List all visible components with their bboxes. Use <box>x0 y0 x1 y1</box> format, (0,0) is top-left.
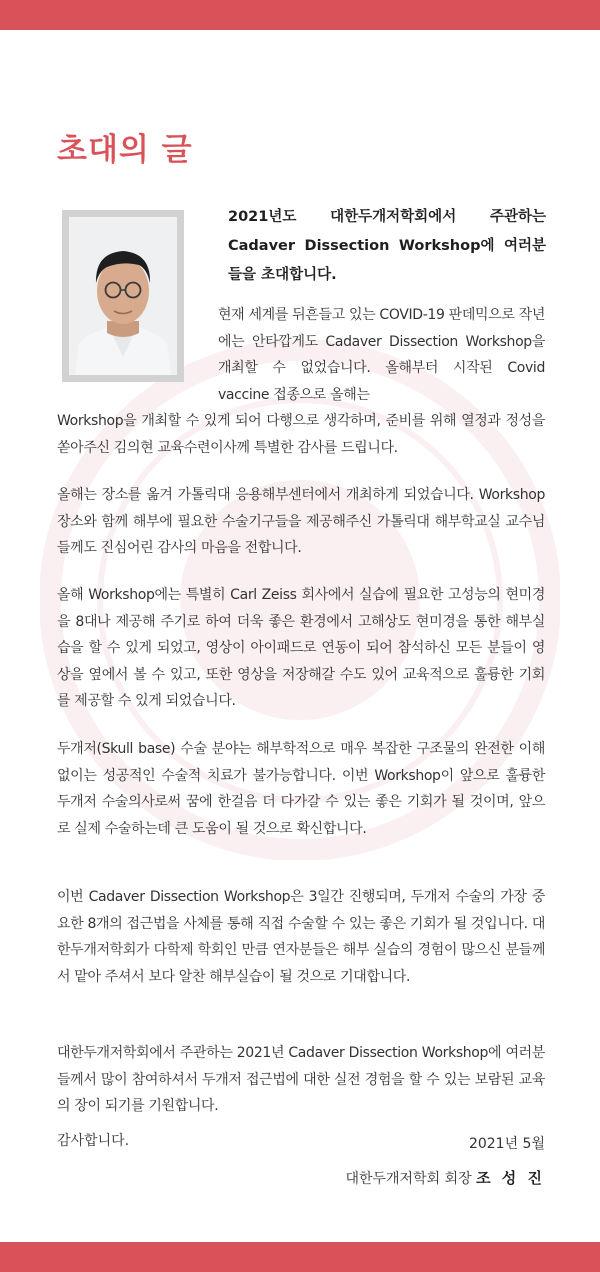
page-title: 초대의 글 <box>57 132 193 168</box>
paragraph-2: 올해는 장소를 옮겨 가톨릭대 응용해부센터에서 개최하게 되었습니다. Workshop 장소와 함께 해부에 필요한 수술기구들을 제공해주신 가톨릭대 해부학교실 교수님들께도 진심어린 감사의 마음을 전합니다. <box>57 487 545 556</box>
paragraph-3: 올해 Workshop에는 특별히 Carl Zeiss 회사에서 실습에 필요한 고성능의 현미경을 8대나 제공해 주기로 하여 더욱 좋은 환경에서 고해상도 현미경을 통한 해부실습을 할 수 있게 되었고, 영상이 아이패드로 연동이 되어 참석하신 모든 분들이 영상을 옆에서 볼 수 있고, 또한 영상을 저장해갈 수도 있어 교육적으로 훌륭한 기회를 제공할 수 있게 되었습니다. <box>57 587 545 709</box>
closing-text: 감사합니다. <box>57 1133 130 1149</box>
paragraph-1 <box>57 302 545 461</box>
paragraph-5: 이번 Cadaver Dissection Workshop은 3일간 진행되며, 두개저 수술의 가장 중요한 8개의 접근법을 사체를 통해 직접 수술할 수 있는 좋은 기회가 될 것입니다. 대한두개저학회가 다학제 학회인 만큼 연자분들은 해부 실습의 경험이 많으신 분들께서 맡아 주셔서 보다 알찬 해부실습이 될 것으로 기대합니다. <box>57 889 545 985</box>
signature <box>345 1167 545 1188</box>
paragraph-4: 두개저(Skull base) 수술 분야는 해부학적으로 매우 복잡한 구조물의 완전한 이해 없이는 성공적인 수술적 치료가 불가능합니다. 이번 Workshop이 앞으로 훌륭한 두개저 수술의사로써 꿈에 한걸음 더 다가갈 수 있는 좋은 기회가 될 것이며, 앞으로 실제 수술하는데 큰 도움이 될 것으로 확신합니다. <box>57 741 545 837</box>
signature-role: 대한두개저학회 회장 <box>345 1171 472 1187</box>
top-accent-bar <box>0 0 600 30</box>
paragraph-1-full: Workshop을 개최할 수 있게 되어 다행으로 생각하며, 준비를 위해 열정과 정성을 쏟아주신 김의현 교육수련이사께 특별한 감사를 드립니다. <box>57 413 545 456</box>
paragraph-6: 대한두개저학회에서 주관하는 2021년 Cadaver Dissection Workshop에 여러분들께서 많이 참여하셔서 두개저 접근법에 대한 실전 경험을 할 수 있는 보람된 교육의 장이 되기를 기원합니다. <box>57 1045 545 1114</box>
letter-date: 2021년 5월 <box>468 1136 545 1152</box>
bottom-accent-bar <box>0 1242 600 1272</box>
paragraph-1-indented: 현재 세계를 뒤흔들고 있는 COVID-19 판데믹으로 작년에는 안타깝게도 Cadaver Dissection Workshop을 개최할 수 없었습니다. 올해부터 시작된 Covid vaccine 접종으로 올해는 <box>218 307 545 403</box>
signature-name: 조 성 진 <box>476 1169 545 1187</box>
intro-heading: 2021년도 대한두개저학회에서 주관하는 Cadaver Dissection Workshop에 여러분들을 초대합니다. <box>228 209 546 283</box>
